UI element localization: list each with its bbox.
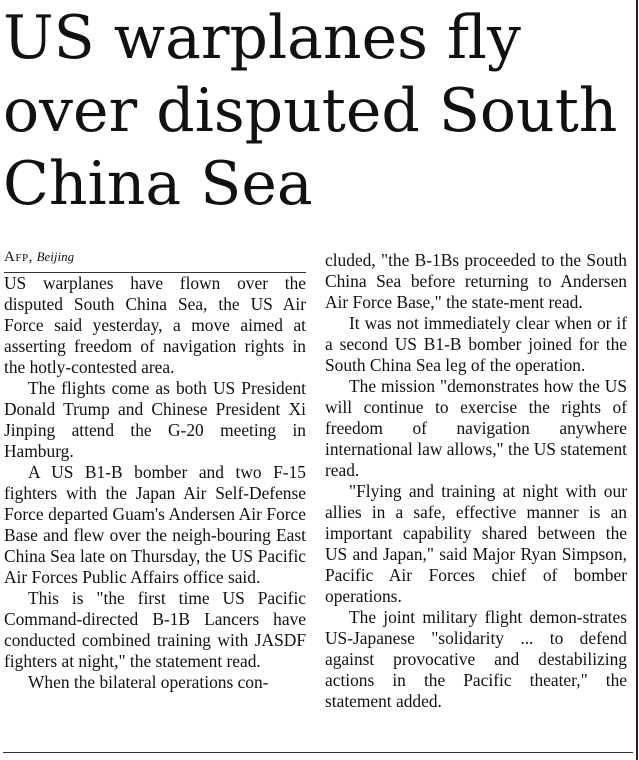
paragraph: This is "the first time US Pacific Command-directed B-1B Lancers have conducted combined training with JASDF fighters at night," the statement read. <box>4 588 306 671</box>
paragraph: The flights come as both US President Donald Trump and Chinese President Xi Jinping attend the G-20 meeting in Hamburg. <box>4 378 306 461</box>
byline-agency: Afp, <box>4 249 33 265</box>
paragraph: The joint military flight demon-strates US-Japanese "solidarity ... to defend against provocative and destabilizing actions in the Pacific theater," the statement added. <box>325 607 627 711</box>
column-rule <box>636 0 638 760</box>
paragraph: US warplanes have flown over the disputed South China Sea, the US Air Force said yesterday, a move aimed at asserting freedom of navigation rights in the hotly-contested area. <box>4 273 306 377</box>
paragraph: A US B1-B bomber and two F-15 fighters with the Japan Air Self-Defense Force departed Guam's Andersen Air Force Base and flew over the neigh-bouring East China Sea late on Thursday, the US Pacific Air Forces Public Affairs office said. <box>4 462 306 587</box>
byline-location: Beijing <box>36 249 75 264</box>
paragraph: When the bilateral operations con- <box>28 672 269 692</box>
headline: US warplanes fly over disputed South China Sea <box>3 3 618 219</box>
left-column <box>4 247 306 693</box>
paragraph: cluded, "the B-1Bs proceeded to the South China Sea before returning to Andersen Air Force Base," the state-ment read. <box>325 250 627 312</box>
paragraph: It was not immediately clear when or if a second US B1-B bomber joined for the South China Sea leg of the operation. <box>325 313 627 375</box>
byline <box>4 247 306 273</box>
paragraph: The mission "demonstrates how the US will continue to exercise the rights of freedom of navigation anywhere international law allows," the US statement read. <box>325 376 627 480</box>
right-column <box>325 250 627 712</box>
paragraph: "Flying and training at night with our allies in a safe, effective manner is an important capability shared between the US and Japan," said Major Ryan Simpson, Pacific Air Forces chief of bomber operations. <box>325 481 627 606</box>
bottom-rule <box>3 752 633 753</box>
